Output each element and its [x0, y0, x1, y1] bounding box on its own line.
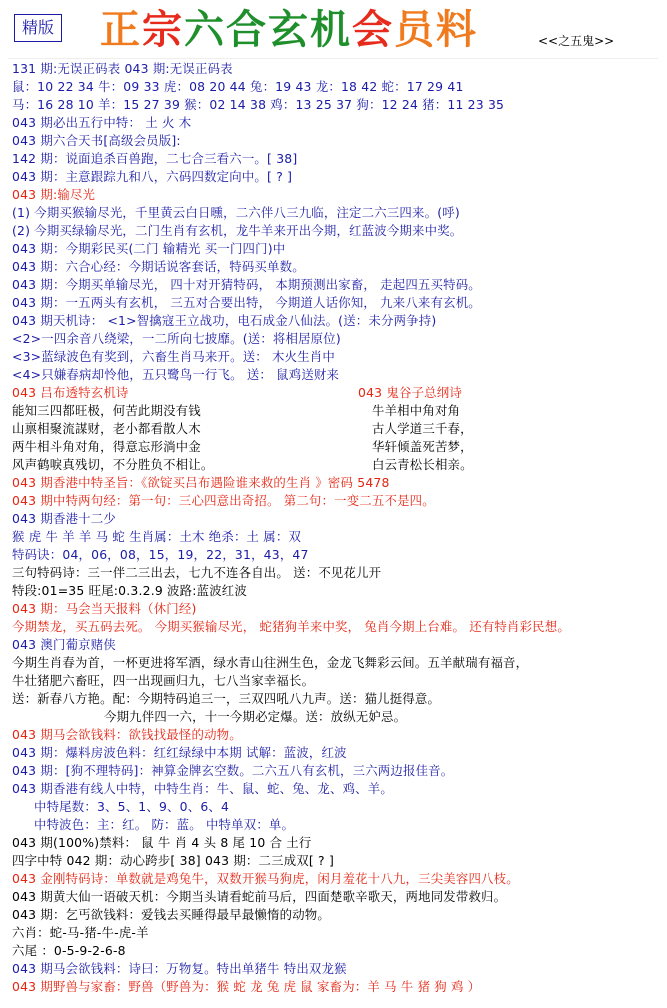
- text-line: 043 期马会欲钱料：诗曰：万物复。特出单猪牛 特出双龙猴: [12, 961, 347, 976]
- text-line: 今期禁龙，买五码去死。 今期买猴输尽光， 蛇猪狗羊来中奖， 兔肖今期上台难。 还有特肖彩民想。: [12, 619, 570, 634]
- text-line: <2>一四余音八绕梁，一二所向七披靡。(送：将相居原位): [12, 331, 341, 346]
- text-line: 043 期天机诗： <1>智擒寇王立战功，电石成金八仙法。(送：未分两争持): [12, 313, 437, 328]
- text-line: 风声鹤唳真残切，不分胜负不相让。: [12, 457, 214, 472]
- text-line: 043 鬼谷子总纲诗: [358, 385, 462, 400]
- title-char: 会: [352, 7, 394, 53]
- text-line: 043 期：爆料房波色料：红红绿绿中本期 试解：蓝波，红波: [12, 745, 347, 760]
- text-line: 牛羊相中角对角: [372, 403, 461, 418]
- title-char: 宗: [142, 7, 184, 53]
- text-line: 牛壮猪肥六畜旺，四一出现画归九，七八当家幸福长。: [12, 673, 315, 688]
- text-line: 马：16 28 10 羊：15 27 39 猴：02 14 38 鸡：13 25 37 狗：12 24 猪：11 23 35: [12, 97, 505, 112]
- text-line: 六尾 ：0-5-9-2-6-8: [12, 943, 126, 958]
- text-line: 043 期：马会当天报料（休门经): [12, 601, 197, 616]
- header-divider: [8, 58, 658, 59]
- text-line: 能知三四都旺极，何苦此期没有钱: [12, 403, 201, 418]
- text-line: 中特波色：主：红。 防：蓝。 中特单双：单。: [34, 817, 295, 832]
- text-line: 特码诀：04，06，08，15，19，22，31，43，47: [12, 547, 309, 562]
- text-line: 送：新春八方艳。配：今期特码追三一，三双四吼八九声。送：猫儿挺得意。: [12, 691, 441, 706]
- title-char: 玄: [268, 7, 310, 53]
- text-line: 古人学道三千春，: [372, 421, 473, 436]
- text-line: 四字中特 042 期：动心跨步[ 38] 043 期：二三成双[ ? ]: [12, 853, 334, 868]
- text-line: 今期九伴四一六，十一今期必定爆。送：放纵无妒忌。: [104, 709, 407, 724]
- text-line: 两牛相斗角对角，得意忘形淌中金: [12, 439, 201, 454]
- text-line: 043 期:输尽光: [12, 187, 96, 202]
- text-line: 今期生肖春为首，一杯更进将军酒，绿水青山往洲生色，金龙飞舞彩云间。五羊献瑞有福音，: [12, 655, 529, 670]
- badge-label: 精版: [14, 14, 62, 42]
- title-char: 员: [394, 7, 436, 53]
- text-line: 白云青松长相亲。: [372, 457, 473, 472]
- text-line: 猴 虎 牛 羊 羊 马 蛇 生肖属：土木 绝杀：土 属：双: [12, 529, 302, 544]
- text-line: 043 期马会欲钱料：欲钱找最怪的动物。: [12, 727, 242, 742]
- text-line: 三句特码诗：三一伴二三出去，七九不连各自出。 送：不见花儿开: [12, 565, 382, 580]
- text-line: 043 期：主意跟踪九和八，六码四数定向中。[ ? ]: [12, 169, 293, 184]
- page-subtitle: <<之五鬼>>: [538, 34, 615, 48]
- text-line: <4>只嫌春病却怜他，五只鹭鸟一行飞。 送： 鼠鸡送财来: [12, 367, 340, 382]
- text-line: 中特尾数：3、5、1、9、0、6、4: [34, 799, 230, 814]
- title-char: 正: [100, 7, 142, 53]
- text-line: 043 期野兽与家畜：野兽（野兽为：猴 蛇 龙 兔 虎 鼠 家畜为：羊 马 牛 猪 狗 鸡 ）: [12, 979, 481, 994]
- text-line: 043 吕布透特玄机诗: [12, 385, 129, 400]
- text-line: 142 期：说面追杀百兽跑，二七合三看六一。[ 38]: [12, 151, 298, 166]
- text-line: 043 期：一五两头有玄机， 三五对合要出特， 今期道人话你知， 九来八来有玄机。: [12, 295, 481, 310]
- text-line: 043 期：[狗不理特码]：神算金牌玄空数。二六五八有玄机，三六两边报佳音。: [12, 763, 454, 778]
- text-line: 043 金刚特码诗：单数就是鸡兔牛，双数开猴马狗虎，闲月羞花十八九，三尖美容四八枝。: [12, 871, 519, 886]
- text-line: 043 期：六合心经：今期话说客套话，特码买单数。: [12, 259, 305, 274]
- text-line: 043 期六合天书[高级会员版]:: [12, 133, 181, 148]
- text-line: 043 期香港十二少: [12, 511, 116, 526]
- text-line: 043 期(100%)禁料： 鼠 牛 肖 4 头 8 尾 10 合 土行: [12, 835, 312, 850]
- page-title: [100, 6, 478, 54]
- title-char: 机: [310, 7, 352, 53]
- text-line: (2) 今期买绿输尽光，二门生肖有玄机，龙牛羊来开出今期，红蓝波今期来中奖。: [12, 223, 463, 238]
- text-line: 特段:01=35 旺尾:0.3.2.9 波路:蓝波红波: [12, 583, 247, 598]
- text-line: 043 期香港中特圣旨：《欲锭买吕布遇险谁来救的生肖 》密码 5478: [12, 475, 390, 490]
- title-char: 料: [436, 7, 478, 53]
- text-line: 043 期黄大仙一语破天机：今期当头请看蛇前马后，四面楚歌辛歌天，两地同发带救归。: [12, 889, 507, 904]
- text-line: (1) 今期买猴输尽光，千里黄云白日曛，二六伴八三九临，注定二六三四来。(呼): [12, 205, 460, 220]
- text-line: 131 期:无误正码表 043 期:无误正码表: [12, 61, 233, 76]
- text-line: 043 期：乞丐欲钱料：爱钱去买睡得最早最懒惰的动物。: [12, 907, 330, 922]
- text-line: 043 澳门葡京赌侠: [12, 637, 116, 652]
- title-char: 合: [226, 7, 268, 53]
- text-line: 山禀相聚流謀财，老小都看散人木: [12, 421, 201, 436]
- text-line: 六肖：蛇-马-猪-牛-虎-羊: [12, 925, 149, 940]
- text-line: 043 期必出五行中特： 土 火 木: [12, 115, 192, 130]
- text-line: 043 期：今期买单输尽光， 四十对开猜特码， 本期预测出家畜， 走起四五买特码。: [12, 277, 481, 292]
- text-line: 鼠：10 22 34 牛：09 33 虎：08 20 44 兔：19 43 龙：18 42 蛇：17 29 41: [12, 79, 464, 94]
- text-line: 043 期中特两句经：第一句：三心四意出奇招。 第二句：一变二五不是四。: [12, 493, 435, 508]
- text-line: 043 期香港有线人中特，中特生肖：牛、鼠、蛇、兔、龙、鸡、羊。: [12, 781, 393, 796]
- text-line: 华轩倾盖死苦梦，: [372, 439, 473, 454]
- text-line: <3>蓝绿波色有奖到，六畜生肖马来开。送： 木火生肖中: [12, 349, 335, 364]
- text-line: 043 期：今期彩民买(二门 输精光 买一门四门)中: [12, 241, 286, 256]
- title-char: 六: [184, 7, 226, 53]
